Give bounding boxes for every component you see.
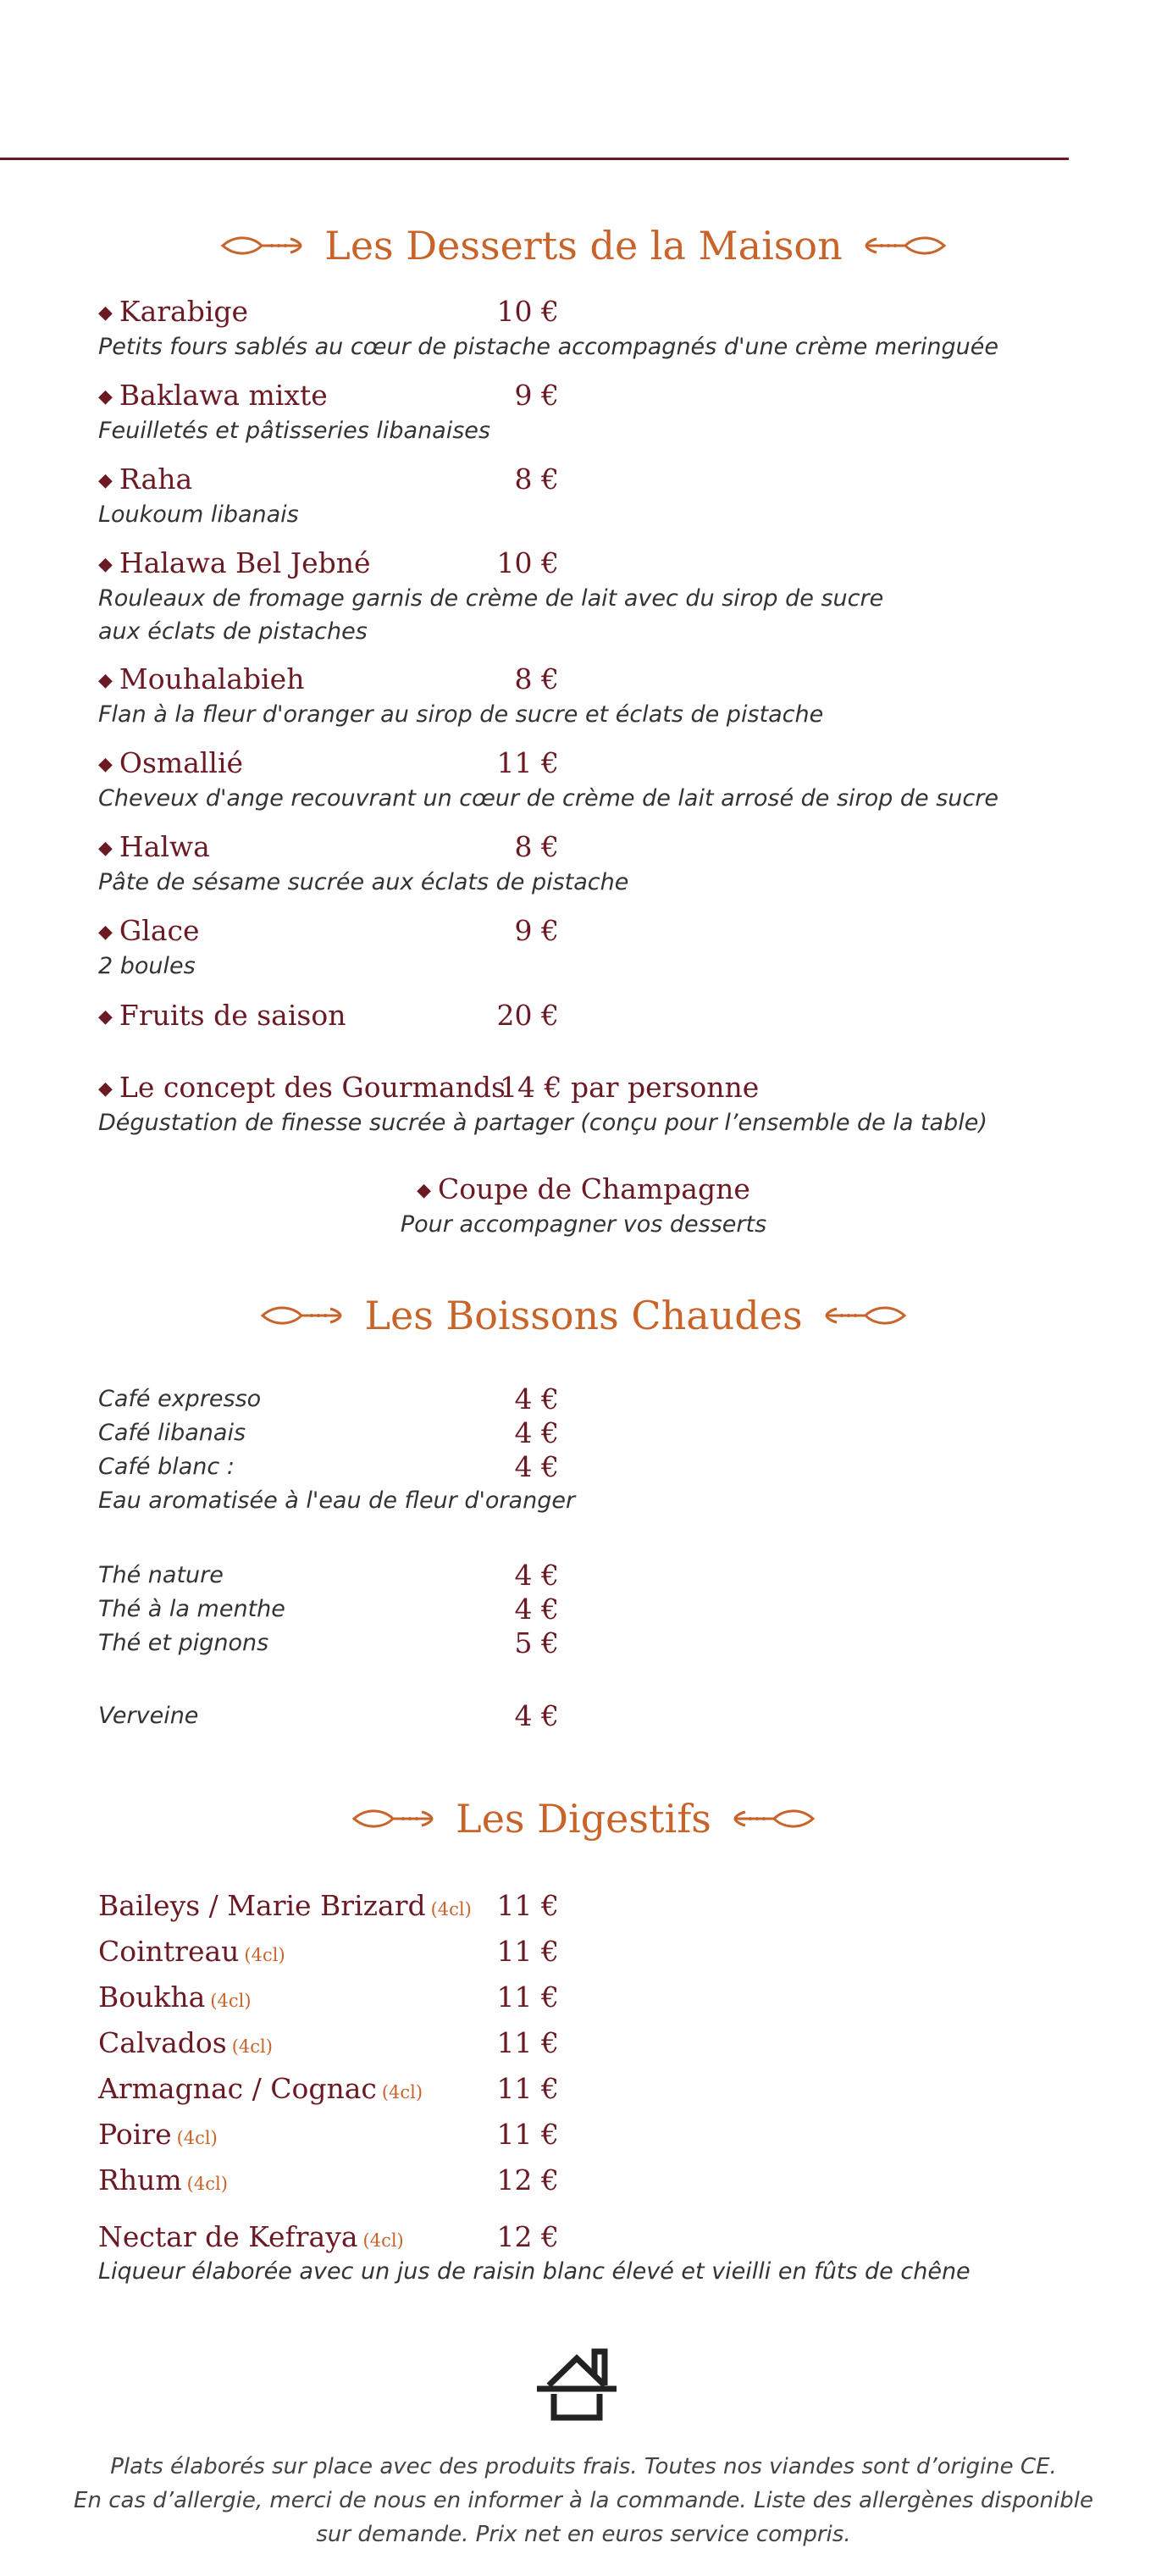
- drink-name: Café libanais: [98, 1420, 246, 1446]
- hot-drinks-title: [0, 1286, 1167, 1345]
- digestif-price: 11 €: [496, 2118, 559, 2151]
- diamond-bullet-icon: ◆: [98, 1078, 113, 1100]
- champagne-name: ◆ Coupe de Champagne: [0, 1171, 1167, 1210]
- dessert-price: 20 €: [496, 999, 559, 1032]
- digestif-unit: (4cl): [231, 2036, 273, 2057]
- digestif-name: Calvados (4cl): [98, 2026, 273, 2059]
- drink-name: Café expresso: [98, 1386, 262, 1412]
- house-logo-icon: [530, 2338, 623, 2423]
- digestif-name: Rhum (4cl): [98, 2163, 228, 2197]
- footer-line: Plats élaborés sur place avec des produits frais. Toutes nos viandes sont d’origine CE.: [110, 2454, 1057, 2479]
- drink-price: 4 €: [514, 1593, 559, 1626]
- concept-price: 14 € par personne: [500, 1071, 760, 1104]
- dessert-price: 10 €: [496, 295, 559, 328]
- digestif-unit: (4cl): [362, 2230, 404, 2251]
- dessert-name: ◆ Karabige: [98, 293, 248, 332]
- diamond-bullet-icon: ◆: [98, 470, 113, 491]
- drink-price: 4 €: [514, 1559, 559, 1592]
- top-divider: [0, 158, 1069, 160]
- digestif-name: Armagnac / Cognac (4cl): [98, 2072, 423, 2105]
- dessert-description: Petits fours sablés au cœur de pistache accompagnés d'une crème meringuée: [98, 334, 998, 360]
- ornament-left-icon: [351, 1802, 435, 1836]
- dessert-description: Cheveux d'ange recouvrant un cœur de crème de lait arrosé de sirop de sucre: [98, 785, 998, 812]
- dessert-name: ◆ Raha: [98, 461, 192, 500]
- dessert-name: ◆ Osmallié: [98, 745, 243, 784]
- champagne-description: Pour accompagner vos desserts: [400, 1211, 767, 1238]
- dessert-price: 8 €: [514, 662, 559, 695]
- digestif-unit: (4cl): [186, 2174, 228, 2194]
- dessert-name: ◆ Fruits de saison: [98, 997, 346, 1036]
- digestif-unit: (4cl): [176, 2128, 218, 2148]
- drink-price: 4 €: [514, 1382, 559, 1415]
- dessert-description-line2: aux éclats de pistaches: [98, 618, 368, 645]
- diamond-bullet-icon: ◆: [98, 922, 113, 943]
- digestif-price: 11 €: [496, 2026, 559, 2059]
- digestifs-title-text: Les Digestifs: [456, 1796, 711, 1842]
- drink-name: Thé nature: [98, 1562, 224, 1588]
- hot-drinks-title-text: Les Boissons Chaudes: [364, 1293, 803, 1338]
- dessert-name: ◆ Halawa Bel Jebné: [98, 545, 371, 584]
- diamond-bullet-icon: ◆: [98, 554, 113, 575]
- digestif-unit: (4cl): [381, 2082, 423, 2102]
- ornament-right-icon: [863, 229, 948, 263]
- drink-name: Verveine: [98, 1703, 199, 1729]
- digestif-name: Cointreau (4cl): [98, 1935, 285, 1968]
- ornament-left-icon: [219, 229, 304, 263]
- ornament-right-icon: [732, 1802, 816, 1836]
- drink-name: Thé et pignons: [98, 1630, 269, 1656]
- dessert-description: Pâte de sésame sucrée aux éclats de pistache: [98, 869, 629, 895]
- digestif-price: 11 €: [496, 1980, 559, 2014]
- digestif-name: Boukha (4cl): [98, 1980, 252, 2014]
- drink-price: 4 €: [514, 1450, 559, 1483]
- ornament-left-icon: [259, 1299, 344, 1332]
- digestif-price: 11 €: [496, 1935, 559, 1968]
- digestif-price: 11 €: [496, 2072, 559, 2105]
- drink-price: 4 €: [514, 1699, 559, 1732]
- dessert-price: 8 €: [514, 463, 559, 496]
- ornament-right-icon: [823, 1299, 908, 1332]
- coffee-note: Eau aromatisée à l'eau de fleur d'oranger: [98, 1487, 576, 1514]
- digestif-unit: (4cl): [210, 1991, 252, 2011]
- drink-name: Thé à la menthe: [98, 1596, 285, 1622]
- drink-price: 4 €: [514, 1416, 559, 1449]
- dessert-description: Feuilletés et pâtisseries libanaises: [98, 418, 490, 444]
- digestif-unit: (4cl): [244, 1945, 285, 1965]
- digestif-price: 12 €: [496, 2220, 559, 2253]
- dessert-name: ◆ Halwa: [98, 828, 210, 867]
- digestif-name: Baileys / Marie Brizard (4cl): [98, 1889, 472, 1922]
- diamond-bullet-icon: ◆: [98, 1006, 113, 1028]
- digestif-price: 11 €: [496, 1889, 559, 1922]
- dessert-price: 10 €: [496, 546, 559, 579]
- digestif-description: Liqueur élaborée avec un jus de raisin blanc élevé et vieilli en fûts de chêne: [98, 2258, 971, 2285]
- digestif-price: 12 €: [496, 2163, 559, 2197]
- dessert-description: Loukoum libanais: [98, 501, 299, 528]
- dessert-price: 9 €: [514, 914, 559, 947]
- dessert-description: Rouleaux de fromage garnis de crème de lait avec du sirop de sucre: [98, 585, 884, 612]
- dessert-name: ◆ Mouhalabieh: [98, 661, 304, 700]
- dessert-description: 2 boules: [98, 953, 196, 979]
- dessert-name: ◆ Glace: [98, 912, 200, 951]
- digestif-unit: (4cl): [430, 1899, 472, 1920]
- diamond-bullet-icon: ◆: [98, 838, 113, 859]
- digestifs-title: [0, 1789, 1167, 1848]
- diamond-bullet-icon: ◆: [98, 302, 113, 324]
- footer-line: sur demande. Prix net en euros service compris.: [316, 2522, 851, 2547]
- dessert-price: 11 €: [496, 746, 559, 779]
- diamond-bullet-icon: ◆: [98, 386, 113, 407]
- concept-name: ◆ Le concept des Gourmands: [98, 1069, 506, 1108]
- dessert-name: ◆ Baklawa mixte: [98, 377, 328, 416]
- desserts-title: [0, 216, 1167, 275]
- dessert-price: 8 €: [514, 830, 559, 863]
- dessert-description: Flan à la fleur d'oranger au sirop de sucre et éclats de pistache: [98, 701, 824, 728]
- concept-description: Dégustation de finesse sucrée à partager (conçu pour l’ensemble de la table): [98, 1110, 987, 1136]
- desserts-title-text: Les Desserts de la Maison: [324, 223, 843, 269]
- digestif-name: Poire (4cl): [98, 2118, 218, 2151]
- footer-line: En cas d’allergie, merci de nous en informer à la commande. Liste des allergènes disponible: [74, 2488, 1093, 2513]
- drink-name: Café blanc :: [98, 1454, 235, 1480]
- diamond-bullet-icon: ◆: [417, 1180, 432, 1201]
- dessert-price: 9 €: [514, 379, 559, 412]
- diamond-bullet-icon: ◆: [98, 670, 113, 691]
- drink-price: 5 €: [514, 1626, 559, 1659]
- diamond-bullet-icon: ◆: [98, 754, 113, 775]
- digestif-name: Nectar de Kefraya (4cl): [98, 2220, 404, 2253]
